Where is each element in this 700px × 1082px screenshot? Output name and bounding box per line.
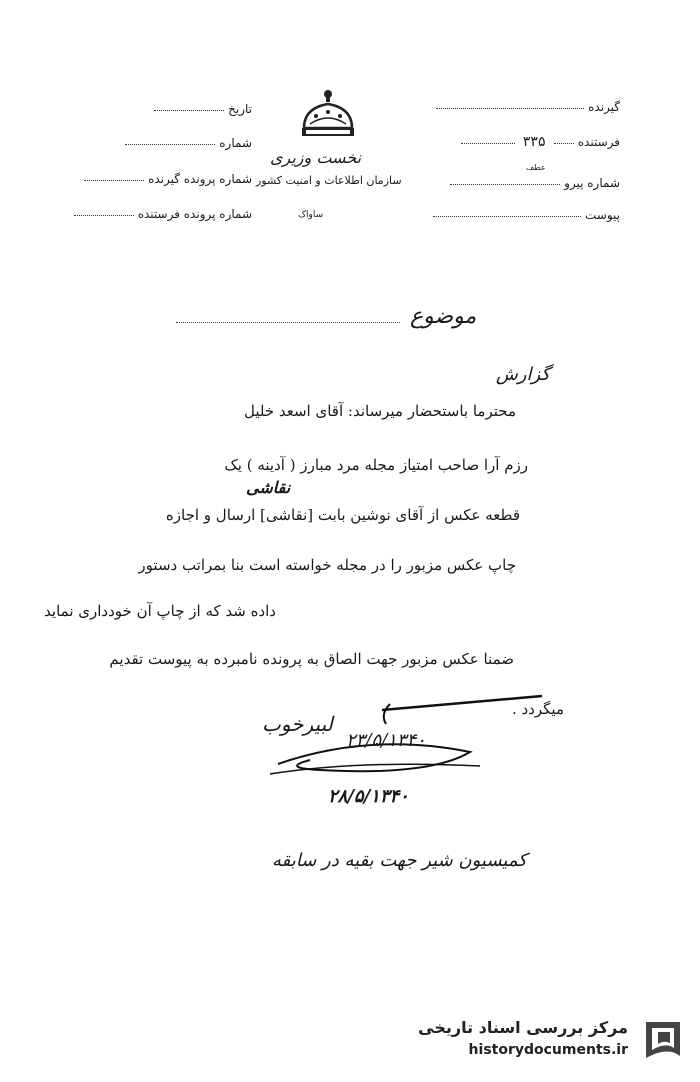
sender-field [398, 134, 620, 150]
handwritten-date-2: ۲۸/۵/۱۳۴۰ [328, 786, 409, 807]
subject-underline [176, 322, 400, 323]
crown-icon [268, 84, 418, 154]
signature-name: لبیرخوب [262, 712, 333, 736]
body-line-6: ضمنا عکس مزبور جهت الصاق به پرونده نامبرده به پیوست تقدیم [109, 650, 514, 668]
inline-correction: نقاشی [246, 478, 291, 497]
send-file-label: شماره پرونده فرستنده [137, 207, 252, 221]
archive-logo-icon [638, 1016, 688, 1064]
sender-value: ۳۳۵ [522, 134, 546, 150]
emblem-subtitle: ساواک [298, 210, 324, 220]
handwritten-note: کمیسیون شیر جهت بقیه در سابقه [272, 850, 527, 871]
report-label: گزارش [495, 364, 550, 385]
emblem [256, 84, 418, 220]
body-line-7: میگردد . [511, 700, 564, 718]
body-line-5: داده شد که از چاپ آن خودداری نماید [44, 602, 276, 620]
ministry-name: نخست وزیری [270, 148, 362, 167]
body-line-3: قطعه عکس از آقای نوشین بابت [نقاشی] ارسال و اجازه [165, 506, 520, 524]
date-label: تاریخ [228, 102, 252, 116]
watermark [400, 1014, 692, 1066]
receiver-label: گیرنده [588, 100, 620, 114]
receiver-field [398, 100, 620, 115]
subject-label: موضوع [410, 304, 477, 329]
number-field [92, 136, 252, 151]
number-note: عطف [526, 163, 546, 172]
recv-file-label: شماره پرونده گیرنده [148, 172, 252, 186]
body-line-4: چاپ عکس مزبور را در مجله خواسته است بنا بمراتب دستور [138, 556, 516, 574]
body-line-1: محترما باستحضار میرساند: آقای اسعد خلیل [243, 402, 516, 420]
followup-number-field [398, 176, 620, 191]
date-field [92, 102, 252, 117]
attachment-label: پیوست [585, 208, 620, 222]
watermark-title: مرکز بررسی اسناد تاریخی [418, 1018, 628, 1037]
recv-file-field [48, 172, 252, 187]
followup-number-label: شماره پیرو [564, 176, 620, 190]
body-line-2: رزم آرا صاحب امتیاز مجله مرد مبارز ( آدینه ) یک [224, 456, 528, 474]
sender-label: فرستنده [577, 135, 620, 149]
watermark-site: historydocuments.ir [468, 1042, 628, 1058]
organization-name: سازمان اطلاعات و امنیت کشور [256, 174, 402, 187]
attachment-field [398, 208, 620, 223]
handwritten-date-1: ۲۳/۵/۱۳۴۰ [346, 730, 426, 751]
send-file-field [48, 207, 252, 222]
number-label: شماره [219, 136, 252, 150]
